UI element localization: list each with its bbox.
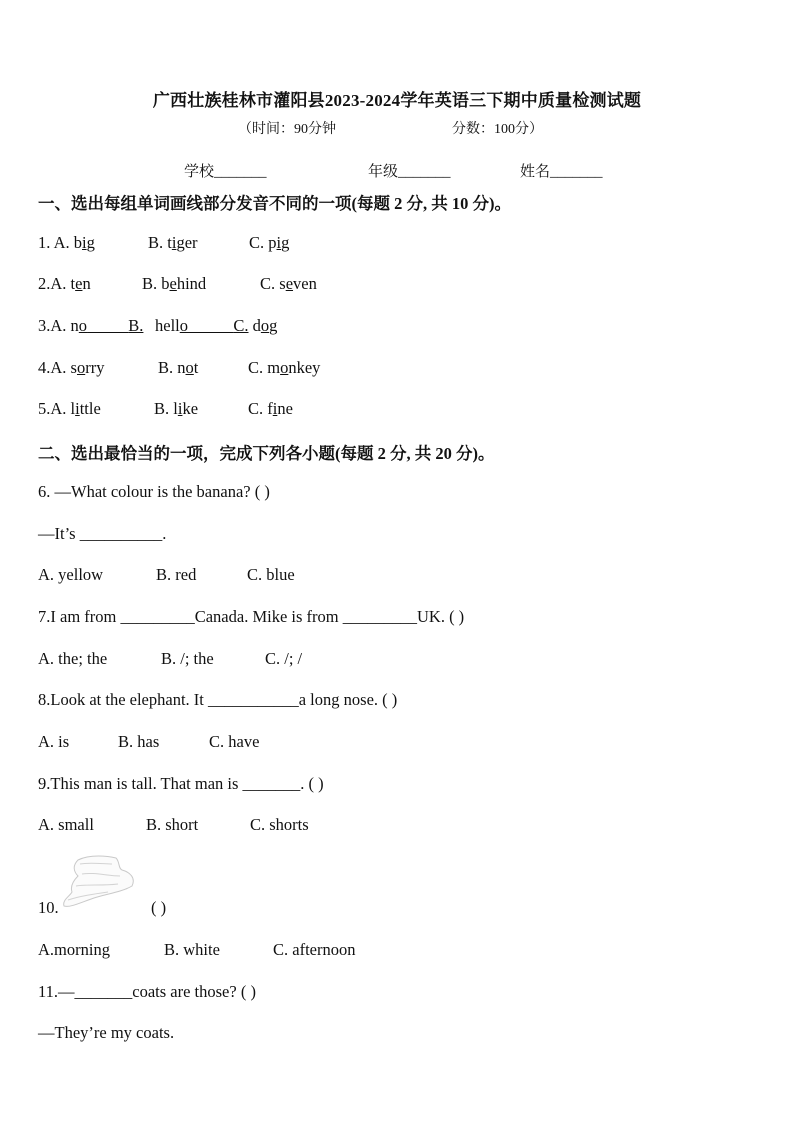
q4-number: 4.A. s bbox=[38, 358, 77, 377]
question-4 bbox=[38, 358, 104, 378]
q4-c-post: nkey bbox=[288, 358, 321, 377]
q3-b-label: B. bbox=[128, 316, 144, 335]
question-9: 9.This man is tall. That man is _______. ( ) bbox=[38, 774, 324, 793]
q1-option-b bbox=[148, 233, 198, 253]
q5-b-underline: i bbox=[177, 399, 183, 418]
q1-b-underline: i bbox=[171, 233, 177, 252]
question-6: 6. —What colour is the banana? ( ) bbox=[38, 482, 270, 501]
q9-option-a: A. small bbox=[38, 815, 94, 834]
q4-a-post: rry bbox=[85, 358, 105, 377]
q4-option-c bbox=[248, 358, 320, 378]
cloud-sketch-image bbox=[60, 852, 140, 912]
q3-c-post: g bbox=[269, 316, 278, 335]
q3-a-letter: o bbox=[78, 316, 88, 335]
q2-option-b bbox=[142, 274, 206, 294]
q3-b-pre: hell bbox=[155, 316, 180, 335]
q5-c-underline: i bbox=[272, 399, 278, 418]
q6-option-c: C. blue bbox=[247, 565, 295, 584]
q10-option-a: A.morning bbox=[38, 940, 110, 959]
q2-b-post: hind bbox=[176, 274, 207, 293]
q4-c-underline: o bbox=[280, 358, 289, 377]
q4-option-b bbox=[158, 358, 198, 378]
q1-a-post: g bbox=[86, 233, 95, 252]
exam-time: （时间：90分钟 bbox=[238, 122, 336, 137]
question-5 bbox=[38, 399, 101, 419]
q1-number: 1. A. bbox=[38, 233, 74, 252]
q10-answer-paren: ( ) bbox=[151, 898, 167, 917]
q1-c-underline: i bbox=[276, 233, 282, 252]
q3-a-underline bbox=[79, 316, 144, 335]
q2-c-post: ven bbox=[293, 274, 317, 293]
q1-option-c bbox=[249, 233, 289, 253]
q6-option-b: B. red bbox=[156, 565, 197, 584]
section-1-heading: 一、选出每组单词画线部分发音不同的一项(每题 2 分, 共 10 分)。 bbox=[38, 194, 511, 213]
exam-score: 分数：100分） bbox=[452, 122, 543, 137]
q5-b-pre: B. l bbox=[154, 399, 178, 418]
q1-a-pre: b bbox=[73, 233, 83, 252]
q5-c-post: ne bbox=[277, 399, 293, 418]
section-2-heading: 二、选出最恰当的一项，完成下列各小题(每题 2 分, 共 20 分)。 bbox=[38, 444, 495, 463]
q9-option-b: B. short bbox=[146, 815, 199, 834]
q1-b-post: ger bbox=[176, 233, 198, 252]
q2-number: 2.A. t bbox=[38, 274, 76, 293]
q4-a-underline: o bbox=[76, 358, 86, 377]
q5-option-b bbox=[154, 399, 198, 419]
q2-b-underline: e bbox=[169, 274, 177, 293]
page-title: 广西壮族桂林市灌阳县2023-2024学年英语三下期中质量检测试题 bbox=[152, 91, 642, 110]
q10-option-c: C. afternoon bbox=[273, 940, 356, 959]
q4-b-pre: B. n bbox=[158, 358, 186, 377]
q8-option-c: C. have bbox=[209, 732, 260, 751]
question-11-answer-line: —They’re my coats. bbox=[38, 1023, 175, 1042]
grade-field: 年级_______ bbox=[368, 164, 451, 180]
q1-a-underline: i bbox=[82, 233, 87, 252]
question-10: 10. bbox=[38, 898, 59, 917]
q1-c-pre: C. p bbox=[249, 233, 277, 252]
q9-option-c: C. shorts bbox=[250, 815, 309, 834]
q4-b-post: t bbox=[193, 358, 199, 377]
q2-b-pre: B. b bbox=[142, 274, 170, 293]
q2-c-pre: C. s bbox=[260, 274, 286, 293]
q4-b-underline: o bbox=[185, 358, 194, 377]
question-6-answer-line: —It’s __________. bbox=[38, 524, 167, 543]
q2-c-underline: e bbox=[285, 274, 294, 293]
q3-c-underline: o bbox=[260, 316, 270, 335]
q2-option-c bbox=[260, 274, 317, 294]
question-7: 7.I am from _________Canada. Mike is from _________UK. ( ) bbox=[38, 607, 465, 626]
q2-a-post: n bbox=[82, 274, 91, 293]
name-field: 姓名_______ bbox=[520, 164, 603, 180]
q1-c-post: g bbox=[281, 233, 290, 252]
question-8: 8.Look at the elephant. It ___________a long nose. ( ) bbox=[38, 690, 398, 709]
q7-option-c: C. /; / bbox=[265, 649, 303, 668]
q7-option-a: A. the; the bbox=[38, 649, 108, 668]
q3-b-underline bbox=[180, 316, 249, 335]
q5-number: 5.A. l bbox=[38, 399, 76, 418]
question-1 bbox=[38, 233, 95, 253]
q7-option-b: B. /; the bbox=[161, 649, 214, 668]
q8-option-a: A. is bbox=[38, 732, 70, 751]
q3-c-pre: d bbox=[248, 316, 261, 335]
q2-a-underline: e bbox=[75, 274, 83, 293]
q10-option-b: B. white bbox=[164, 940, 220, 959]
q5-a-underline: i bbox=[75, 399, 80, 418]
q3-number: 3.A. n bbox=[38, 316, 79, 335]
q4-c-pre: C. m bbox=[248, 358, 281, 377]
question-11: 11.—_______coats are those? ( ) bbox=[38, 982, 256, 1001]
q5-c-pre: C. f bbox=[248, 399, 273, 418]
question-2 bbox=[38, 274, 91, 294]
q3-option-b bbox=[155, 316, 277, 336]
q5-a-post: ttle bbox=[79, 399, 101, 418]
q3-c-label: C. bbox=[233, 316, 249, 335]
q6-option-a: A. yellow bbox=[38, 565, 104, 584]
q5-b-post: ke bbox=[182, 399, 199, 418]
q1-b-pre: B. t bbox=[148, 233, 172, 252]
school-field: 学校_______ bbox=[184, 164, 267, 180]
q5-option-c bbox=[248, 399, 293, 419]
q8-option-b: B. has bbox=[118, 732, 160, 751]
q3-b-letter: o bbox=[179, 316, 188, 335]
question-3 bbox=[38, 316, 143, 336]
